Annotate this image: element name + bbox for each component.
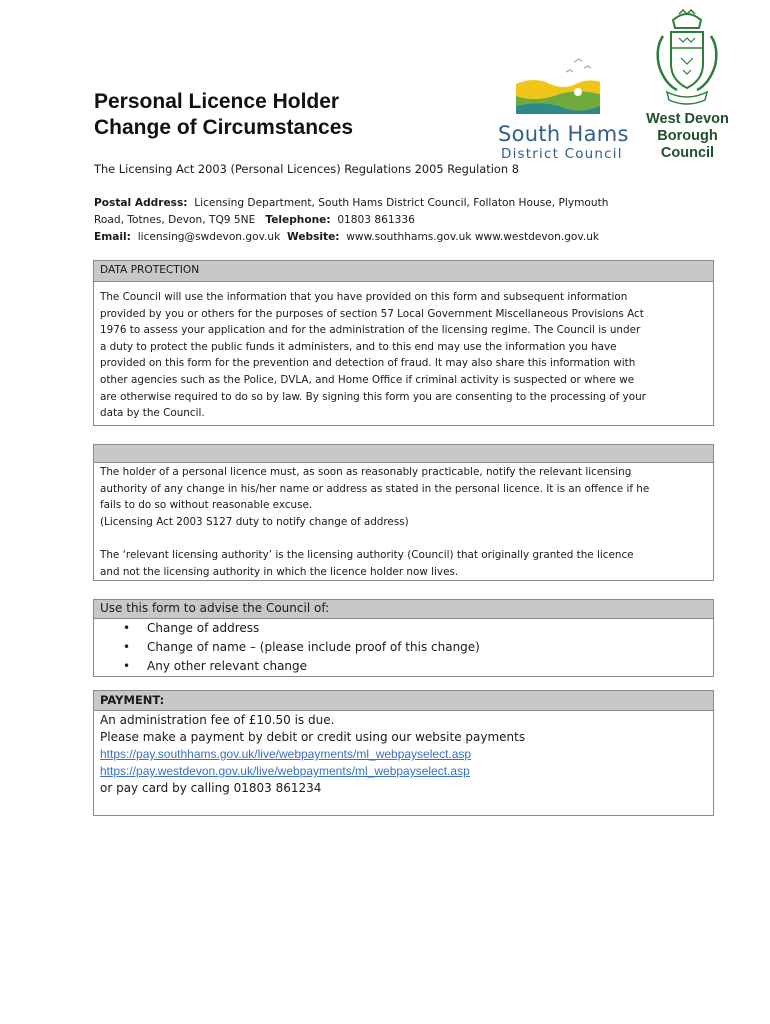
west-devon-crest-icon [653, 8, 721, 108]
payment-phone-text: or pay card by calling 01803 861234 [100, 781, 322, 795]
data-protection-line: a duty to protect the public funds it administers, and to this end may use the information you have [100, 340, 617, 353]
data-protection-box [93, 260, 714, 426]
list-item [100, 638, 707, 657]
duty-notice-line: (Licensing Act 2003 S127 duty to notify change of address) [100, 515, 409, 528]
regulation-subtitle: The Licensing Act 2003 (Personal Licences) Regulations 2005 Regulation 8 [94, 162, 519, 176]
postal-address-value-1: Licensing Department, South Hams District Council, Follaton House, Plymouth [194, 197, 609, 209]
page-title-line-2: Change of Circumstances [94, 116, 354, 139]
telephone-value: 01803 861336 [337, 214, 415, 226]
data-protection-line: data by the Council. [100, 407, 205, 420]
payment-instruction: Please make a payment by debit or credit using our website payments [100, 730, 526, 744]
website-value[interactable]: www.southhams.gov.uk www.westdevon.gov.uk [346, 231, 600, 243]
payment-box [93, 690, 714, 816]
data-protection-heading: DATA PROTECTION [94, 261, 713, 282]
website-label: Website: [287, 231, 340, 243]
data-protection-text [94, 282, 713, 422]
postal-address-line-1 [94, 195, 608, 212]
payment-text [94, 711, 713, 798]
contact-details [94, 195, 608, 246]
data-protection-line: The Council will use the information that you have provided on this form and subsequent information [100, 291, 628, 303]
duty-notice-line: and not the licensing authority in which the licence holder now lives. [100, 565, 459, 578]
duty-notice-box [93, 444, 714, 581]
duty-notice-line: The holder of a personal licence must, as soon as reasonably practicable, notify the relevant licensing [100, 466, 632, 478]
page-title-line-1: Personal Licence Holder [94, 90, 340, 113]
telephone-label: Telephone: [265, 214, 331, 226]
bullet-icon: • [123, 640, 131, 654]
email-label: Email: [94, 231, 131, 243]
data-protection-line: are otherwise required to do so by law. By signing this form you are consenting to the processing of your [100, 390, 646, 403]
data-protection-line: provided on this form for the prevention and detection of fraud. It may also share this information with [100, 357, 636, 370]
use-form-box [93, 599, 714, 677]
list-item-label: Change of address [147, 621, 260, 635]
south-hams-payment-link[interactable]: https://pay.southhams.gov.uk/live/webpayments/ml_webpayselect.asp [100, 747, 472, 761]
payment-heading: PAYMENT: [94, 691, 713, 711]
data-protection-line: other agencies such as the Police, DVLA, and Home Office if criminal activity is suspected or where we [100, 373, 635, 386]
page-title [94, 89, 353, 141]
west-devon-line-1: West Devon [646, 111, 729, 127]
postal-address-line-2 [94, 212, 608, 229]
bullet-icon: • [123, 659, 131, 673]
list-item-label: Change of name – (please include proof of this change) [147, 640, 480, 654]
use-form-list [94, 619, 713, 676]
postal-address-value-2: Road, Totnes, Devon, TQ9 5NE [94, 214, 256, 226]
duty-notice-line: authority of any change in his/her name or address as stated in the personal licence. It is an offence if he [100, 482, 650, 495]
payment-fee-text: An administration fee of £10.50 is due. [100, 713, 335, 727]
duty-notice-line: fails to do so without reasonable excuse. [100, 499, 313, 512]
list-item [100, 619, 707, 638]
south-hams-subname: District Council [501, 146, 623, 162]
west-devon-name [640, 111, 735, 162]
west-devon-logo [640, 8, 735, 168]
use-form-heading: Use this form to advise the Council of: [94, 600, 713, 619]
email-value[interactable]: licensing@swdevon.gov.uk [137, 231, 281, 243]
south-hams-logo [498, 48, 638, 163]
list-item [100, 657, 707, 676]
south-hams-emblem-icon [514, 48, 604, 120]
bullet-icon: • [123, 621, 131, 635]
email-website-line [94, 229, 608, 246]
postal-address-label: Postal Address: [94, 197, 188, 209]
paragraph-gap [100, 530, 707, 547]
west-devon-line-3: Council [660, 145, 715, 161]
west-devon-payment-link[interactable]: https://pay.westdevon.gov.uk/live/webpayments/ml_webpayselect.asp [100, 764, 470, 778]
data-protection-line: 1976 to assess your application and for the administration of the licensing regime. The Council is under [100, 324, 641, 337]
south-hams-name: South Hams [498, 122, 629, 146]
duty-notice-heading [94, 445, 713, 463]
list-item-label: Any other relevant change [147, 659, 308, 673]
duty-notice-line: The ‘relevant licensing authority’ is the licensing authority (Council) that originally granted the licence [100, 549, 634, 562]
west-devon-line-2: Borough [657, 128, 718, 144]
duty-notice-text [94, 463, 713, 581]
data-protection-line: provided by you or others for the purposes of section 57 Local Government Miscellaneous Provisions Act [100, 307, 644, 320]
